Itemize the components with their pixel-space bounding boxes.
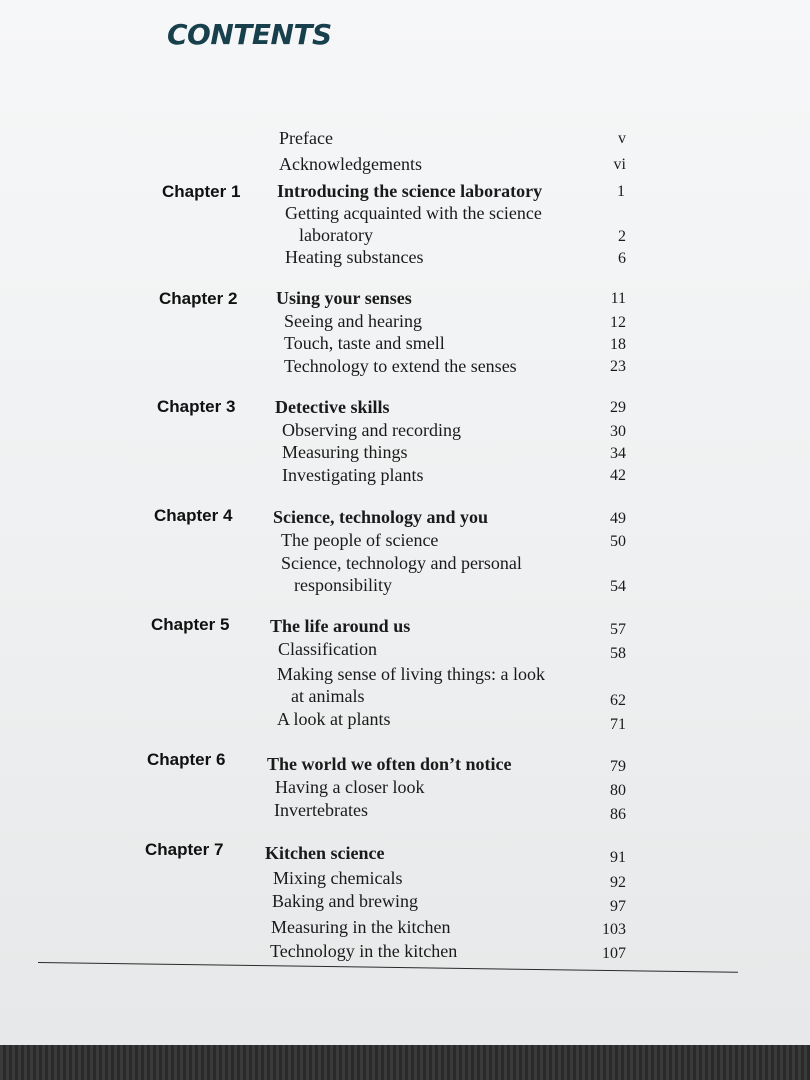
section-title: Measuring in the kitchen <box>271 917 451 937</box>
page-number: 11 <box>610 290 626 307</box>
page-number: 42 <box>610 467 626 484</box>
chapter-title: Introducing the science laboratory <box>277 181 543 201</box>
section-title: Seeing and hearing <box>284 311 422 331</box>
section-title: Technology to extend the senses <box>284 356 517 376</box>
chapter-title: The life around us <box>270 616 411 636</box>
section-title: Classification <box>278 639 377 659</box>
section-title: Getting acquainted with the science <box>285 203 542 223</box>
section-title: The people of science <box>281 530 439 550</box>
page-number: 97 <box>610 898 626 915</box>
section-title: Having a closer look <box>275 777 425 797</box>
page-number: 2 <box>618 228 626 245</box>
section-title: Making sense of living things: a look <box>277 664 545 684</box>
chapter-label: Chapter 7 <box>145 840 224 859</box>
section-title: Invertebrates <box>274 800 368 820</box>
section-title: Observing and recording <box>282 420 461 440</box>
page-number: 54 <box>610 578 626 595</box>
page-number: 49 <box>610 510 626 527</box>
chapter-label: Chapter 5 <box>151 615 230 634</box>
page-number: 57 <box>610 621 626 638</box>
chapter-label: Chapter 1 <box>162 182 241 201</box>
section-title-continued: at animals <box>291 686 365 706</box>
section-title-continued: responsibility <box>294 575 392 595</box>
page-number: 58 <box>610 645 626 662</box>
page-number: 91 <box>610 849 626 866</box>
chapter-label: Chapter 2 <box>159 289 238 308</box>
page-number: 18 <box>610 336 626 353</box>
chapter-label: Chapter 3 <box>157 397 236 416</box>
page-number: 92 <box>610 874 626 891</box>
section-title: Touch, taste and smell <box>284 333 445 353</box>
toc-entry-preface: Preface <box>279 128 333 148</box>
page-number: vi <box>613 156 626 173</box>
section-title: Science, technology and personal <box>281 553 522 573</box>
chapter-label: Chapter 4 <box>154 506 233 525</box>
page-number: 103 <box>602 921 626 938</box>
chapter-title: Using your senses <box>276 288 412 308</box>
page-number: 34 <box>610 445 626 462</box>
page-number: 6 <box>618 250 626 267</box>
page-number: 79 <box>610 758 626 775</box>
page-number: 29 <box>610 399 626 416</box>
section-title: Baking and brewing <box>272 891 418 911</box>
page-number: 12 <box>610 314 626 331</box>
page-number: 107 <box>602 945 626 962</box>
contents-heading: CONTENTS <box>167 18 332 51</box>
page-number: v <box>618 130 626 147</box>
page-number: 50 <box>610 533 626 550</box>
section-title: Mixing chemicals <box>273 868 403 888</box>
toc-entry-acknowledgements: Acknowledgements <box>279 154 422 174</box>
section-title-continued: laboratory <box>299 225 373 245</box>
chapter-title: Science, technology and you <box>273 507 489 527</box>
page-number: 23 <box>610 358 626 375</box>
page-number: 62 <box>610 692 626 709</box>
section-title: A look at plants <box>277 709 391 729</box>
page-number: 80 <box>610 782 626 799</box>
page-stack-edge <box>0 1045 810 1080</box>
chapter-title: Detective skills <box>275 397 390 417</box>
page-number: 30 <box>610 423 626 440</box>
page-number: 1 <box>617 183 625 200</box>
section-title: Technology in the kitchen <box>270 941 458 961</box>
chapter-title: The world we often don’t notice <box>267 754 512 774</box>
page-number: 71 <box>610 716 626 733</box>
bottom-rule <box>38 962 738 973</box>
section-title: Investigating plants <box>282 465 424 485</box>
section-title: Heating substances <box>285 247 424 267</box>
section-title: Measuring things <box>282 442 408 462</box>
page-number: 86 <box>610 806 626 823</box>
chapter-label: Chapter 6 <box>147 750 226 769</box>
chapter-title: Kitchen science <box>265 843 385 863</box>
